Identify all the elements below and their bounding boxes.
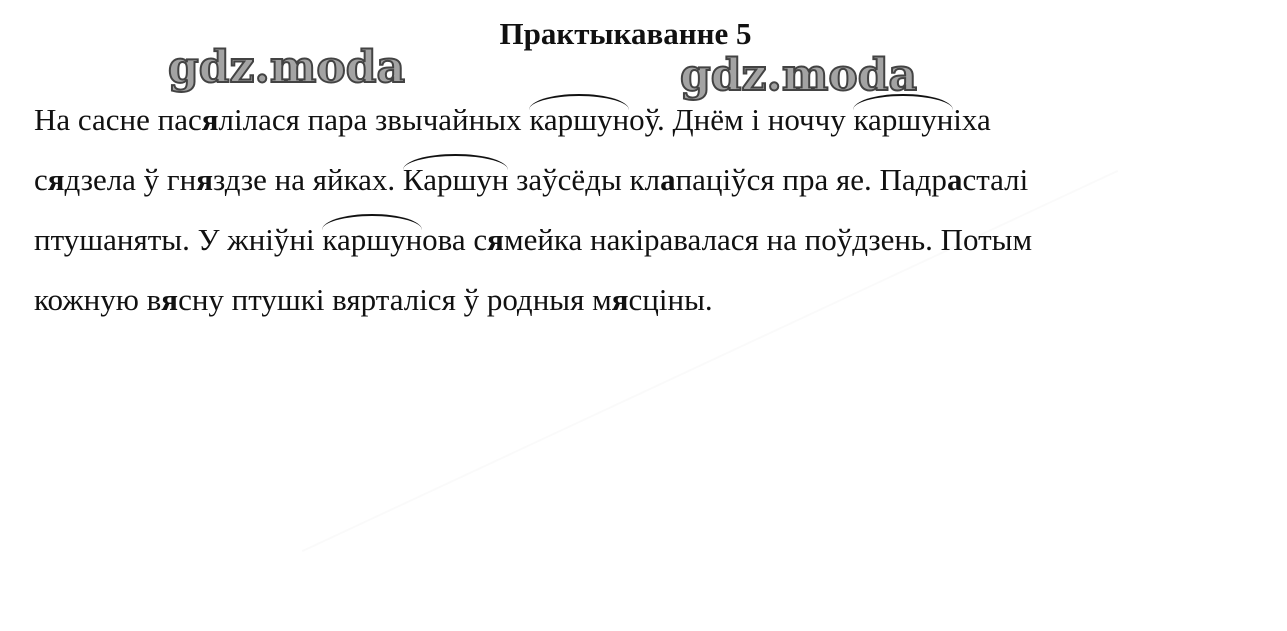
text-line (34, 90, 1264, 150)
text-fragment: ова с (422, 222, 488, 257)
text-fragment: дзела ў гн (64, 162, 197, 197)
text-fragment: кожную в (34, 282, 162, 317)
text-fragment: с (34, 162, 48, 197)
watermark-logo: gdz.moda (680, 50, 918, 101)
highlighted-letter: я (161, 282, 179, 317)
highlighted-letter: я (47, 162, 65, 197)
text-line (34, 270, 1264, 330)
text-fragment: оў. Днём і ноччу (629, 102, 854, 137)
highlighted-letter: а (660, 162, 676, 197)
text-line (34, 210, 1264, 270)
highlighted-letter: я (196, 162, 214, 197)
word-root: каршун (529, 90, 629, 150)
highlighted-letter: я (201, 102, 219, 137)
text-fragment: птушаняты. У жніўні (34, 222, 323, 257)
text-fragment: іха (953, 102, 991, 137)
text-fragment: здзе на яйках. (213, 162, 403, 197)
text-fragment: сну птушкі вярталіся ў родныя м (178, 282, 612, 317)
exercise-text (34, 90, 1264, 330)
text-fragment: сціны. (628, 282, 713, 317)
text-fragment: заўсёды кл (508, 162, 661, 197)
word-root: каршун (853, 90, 953, 150)
exercise-title: Практыкаванне 5 (499, 16, 752, 51)
highlighted-letter: я (611, 282, 629, 317)
highlighted-letter: я (487, 222, 504, 257)
text-fragment: На сасне пас (34, 102, 202, 137)
word-root: Каршун (403, 150, 509, 210)
text-fragment: лілася пара звычайных (218, 102, 530, 137)
word-root: каршун (322, 210, 422, 270)
highlighted-letter: а (946, 162, 963, 197)
text-fragment: мейка накіравалася на поўдзень. Потым (503, 222, 1033, 257)
text-fragment: сталі (962, 162, 1029, 197)
text-line (34, 150, 1264, 210)
text-fragment: паціўся пра яе. Падр (675, 162, 947, 197)
watermark-logo: gdz.moda (168, 42, 406, 93)
